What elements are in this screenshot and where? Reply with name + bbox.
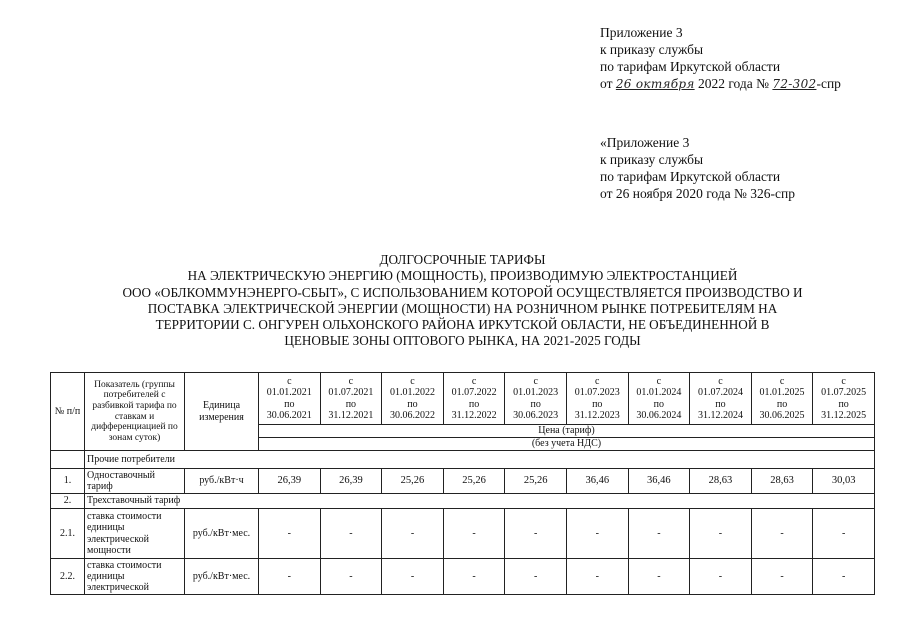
period-header: с 01.07.2021 по 31.12.2021 [320,373,382,425]
tariff-value: 36,46 [628,469,690,494]
title-line1: ДОЛГОСРОЧНЫЕ ТАРИФЫ [379,252,546,267]
tariff-value: - [443,509,505,559]
row-name: Одноставочный тариф [85,469,185,494]
col-indicator-header: Показатель (группы потребителей с разбивкой тарифа по ставкам и дифференциацией по зонам суток) [85,373,185,451]
tariff-value: - [628,509,690,559]
row-name: ставка стоимости единицы электрической мощности [85,509,185,559]
tariff-value: 25,26 [443,469,505,494]
row-unit: руб./кВт·мес. [185,559,259,595]
tariff-value: 26,39 [259,469,321,494]
row-unit: руб./кВт·ч [185,469,259,494]
appendix-old-line1: «Приложение 3 [600,135,690,150]
period-header: с 01.01.2024 по 30.06.2024 [628,373,690,425]
tariff-value: - [259,559,321,595]
col-num-header: № п/п [51,373,85,451]
table-row [51,451,875,469]
table-row [51,509,875,559]
period-header: с 01.07.2022 по 31.12.2022 [443,373,505,425]
tariff-value: - [813,509,875,559]
date-year: 2022 года № [694,76,773,91]
tariff-value: - [505,509,567,559]
appendix-new-line2: к приказу службы [600,42,704,57]
row-num: 2. [51,494,85,509]
table-row [51,494,875,509]
appendix-old-line3: по тарифам Иркутской области [600,169,781,184]
appendix-new-date-line [600,75,841,93]
handwritten-number: 72-302 [772,77,817,91]
group-row-label: Прочие потребители [85,451,875,469]
tariff-value: - [382,509,444,559]
row-unit: руб./кВт·мес. [185,509,259,559]
row-num: 1. [51,469,85,494]
appendix-new-block [600,24,841,93]
tariff-value: - [443,559,505,595]
tariff-value: - [628,559,690,595]
tariff-value: 28,63 [690,469,752,494]
title-line3: ООО «ОБЛКОММУНЭНЕРГО-СБЫТ», С ИСПОЛЬЗОВАНИЕМ КОТОРОЙ ОСУЩЕСТВЛЯЕТСЯ ПРОИЗВОДСТВО И [122,284,803,300]
tariff-value: 26,39 [320,469,382,494]
row-num: 2.1. [51,509,85,559]
period-header: с 01.01.2025 по 30.06.2025 [751,373,813,425]
appendix-new-line3: по тарифам Иркутской области [600,59,781,74]
date-prefix: от [600,76,616,91]
tariff-value: - [690,509,752,559]
tariff-value: 36,46 [566,469,628,494]
tariff-value: - [566,509,628,559]
table-row [51,469,875,494]
table-row [51,559,875,595]
period-header: с 01.07.2025 по 31.12.2025 [813,373,875,425]
title-line2: НА ЭЛЕКТРИЧЕСКУЮ ЭНЕРГИЮ (МОЩНОСТЬ), ПРОИЗВОДИМУЮ ЭЛЕКТРОСТАНЦИЕЙ [187,268,738,284]
period-header: с 01.01.2021 по 30.06.2021 [259,373,321,425]
vat-header: (без учета НДС) [259,438,875,451]
title-line4: ПОСТАВКА ЭЛЕКТРИЧЕСКОЙ ЭНЕРГИИ (МОЩНОСТИ) НА РОЗНИЧНОМ РЫНКЕ ПОТРЕБИТЕЛЯМ НА [147,300,778,316]
period-header: с 01.01.2022 по 30.06.2022 [382,373,444,425]
header-row [51,373,875,425]
tariff-value: - [320,559,382,595]
title-line6: ЦЕНОВЫЕ ЗОНЫ ОПТОВОГО РЫНКА, НА 2021-2025 ГОДЫ [284,333,641,349]
tariff-value: - [320,509,382,559]
tariff-value: - [259,509,321,559]
number-suffix: -спр [816,76,841,91]
appendix-new-line1: Приложение 3 [600,25,683,40]
tariff-table [50,372,875,595]
title-line5: ТЕРРИТОРИИ С. ОНГУРЕН ОЛЬХОНСКОГО РАЙОНА ИРКУТСКОЙ ОБЛАСТИ, НЕ ОБЪЕДИНЕННОЙ В [155,317,770,333]
tariff-value: - [690,559,752,595]
tariff-value: - [382,559,444,595]
period-header: с 01.07.2024 по 31.12.2024 [690,373,752,425]
row-num: 2.2. [51,559,85,595]
appendix-old-block [600,134,795,202]
tariff-value: 25,26 [505,469,567,494]
tariff-value: 25,26 [382,469,444,494]
tariff-value: - [813,559,875,595]
row-name: Трехставочный тариф [85,494,875,509]
tariff-value: - [505,559,567,595]
tariff-value: - [751,559,813,595]
appendix-old-line4: от 26 ноября 2020 года № 326-спр [600,186,795,201]
document-title [40,252,885,350]
tariff-value: 28,63 [751,469,813,494]
col-unit-header: Единица измерения [185,373,259,451]
handwritten-date: 26 октября [615,77,695,91]
price-header: Цена (тариф) [259,425,875,438]
tariff-value: - [751,509,813,559]
period-header: с 01.01.2023 по 30.06.2023 [505,373,567,425]
tariff-value: - [566,559,628,595]
tariff-value: 30,03 [813,469,875,494]
appendix-old-line2: к приказу службы [600,152,704,167]
row-name: ставка стоимости единицы электрической [85,559,185,595]
period-header: с 01.07.2023 по 31.12.2023 [566,373,628,425]
